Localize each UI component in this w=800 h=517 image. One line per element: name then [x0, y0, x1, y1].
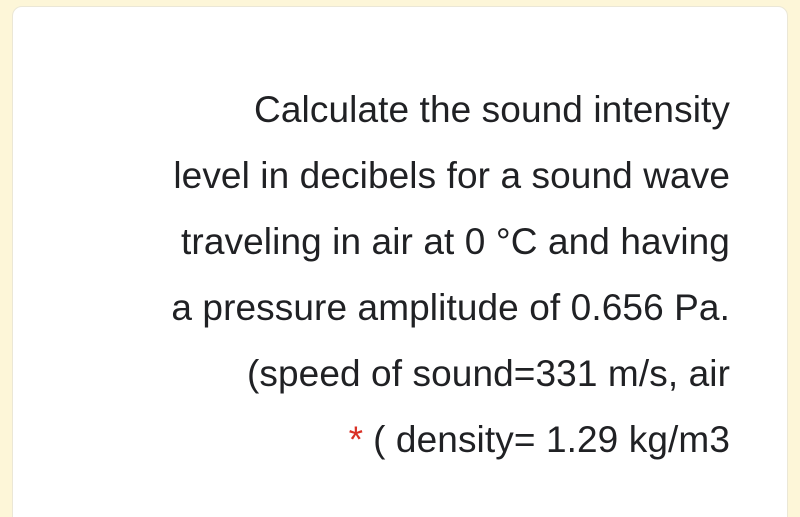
question-text	[33, 77, 730, 473]
question-card	[12, 6, 788, 517]
question-line-3: traveling in air at 0 °C and having	[181, 221, 730, 262]
question-line-6	[33, 407, 730, 473]
question-line-2: level in decibels for a sound wave	[173, 155, 730, 196]
question-line-6-text: ( density= 1.29 kg/m3	[373, 419, 730, 460]
question-line-5: (speed of sound=331 m/s, air	[246, 353, 730, 394]
question-line-1: Calculate the sound intensity	[254, 89, 730, 130]
required-asterisk: *	[348, 419, 364, 460]
question-line-4: a pressure amplitude of 0.656 Pa.	[171, 287, 730, 328]
